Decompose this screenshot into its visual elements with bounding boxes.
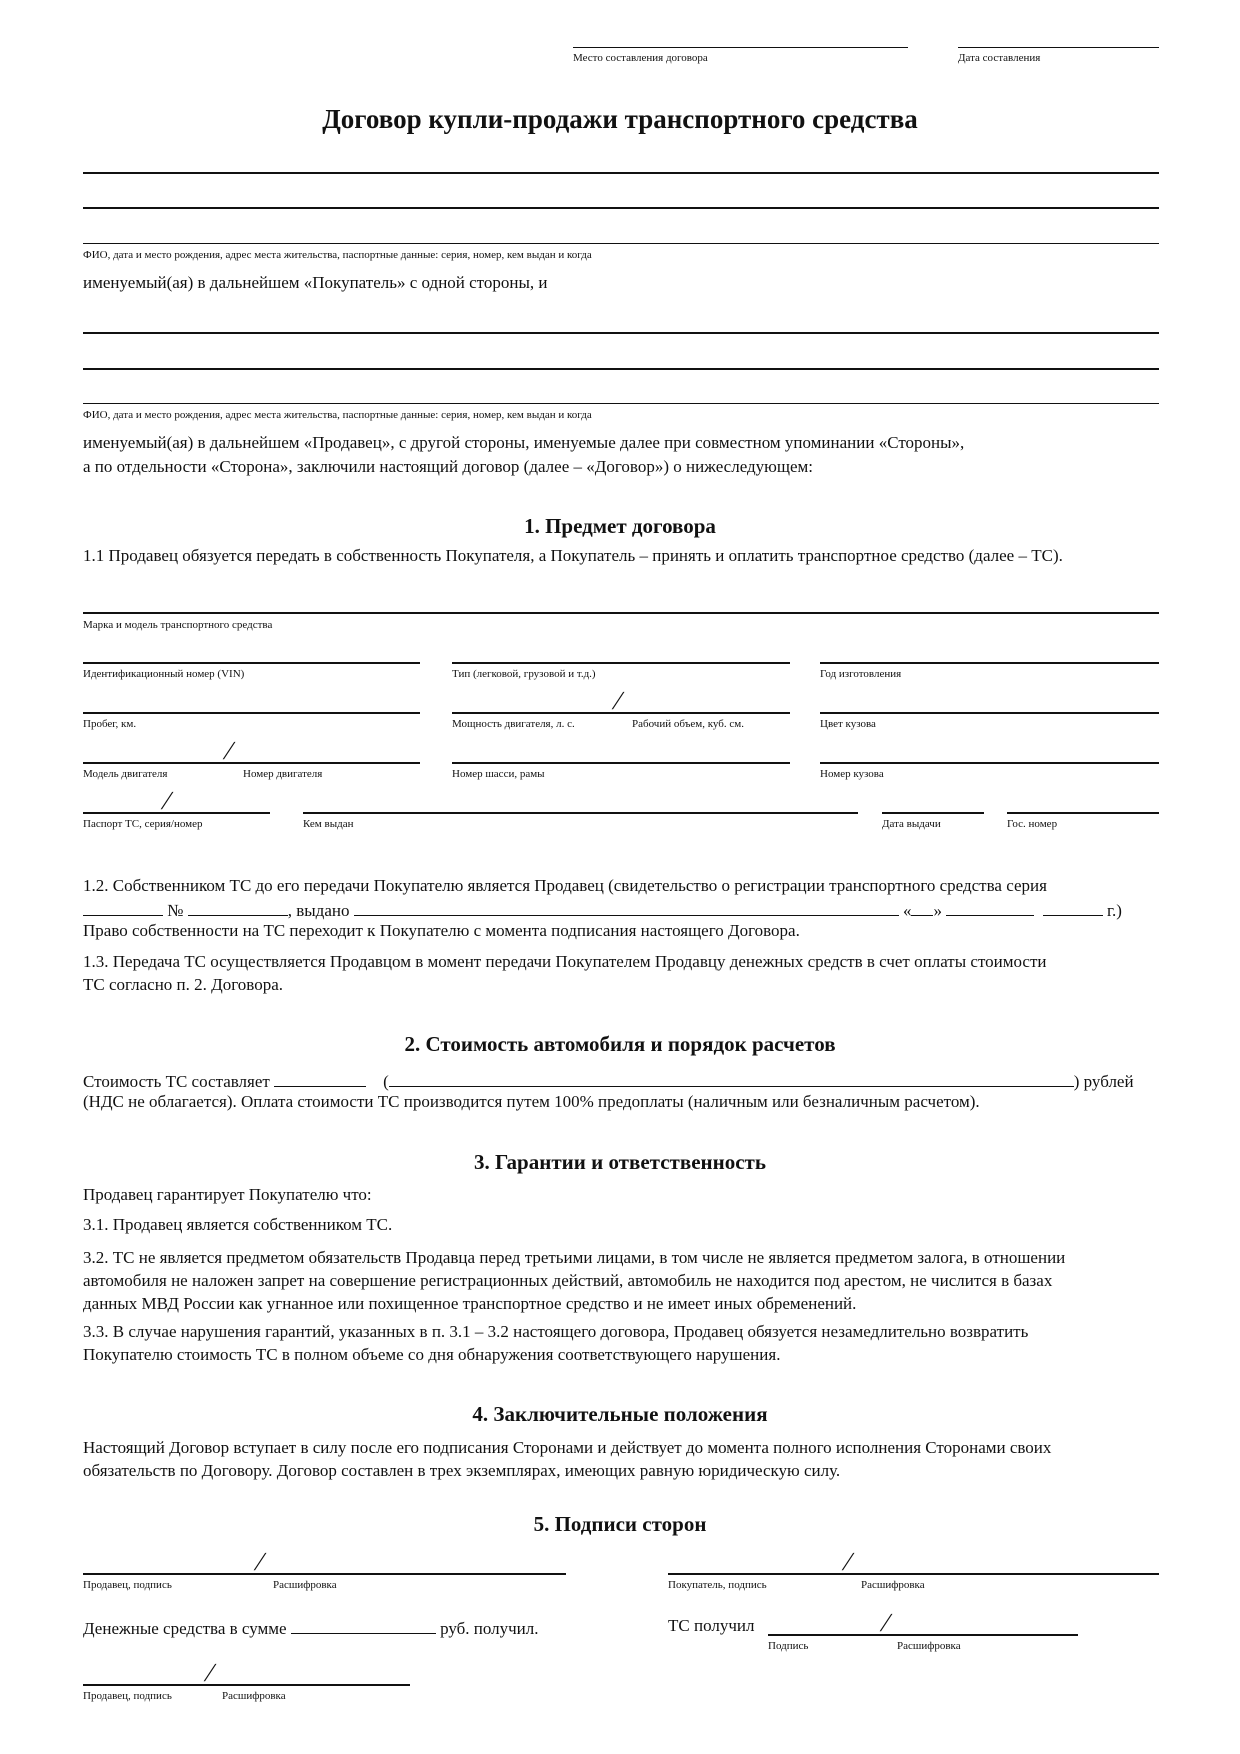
- seller-text-1: именуемый(ая) в дальнейшем «Продавец», с другой стороны, именуемые далее при совместном упоминании «Стороны»,: [83, 433, 965, 452]
- make-model-line[interactable]: [83, 612, 1159, 614]
- passport-caption: Паспорт ТС, серия/номер: [83, 818, 203, 830]
- p-1-3-line-2: ТС согласно п. 2. Договора.: [83, 975, 283, 994]
- engine-power-caption: Мощность двигателя, л. с.: [452, 718, 575, 730]
- passport-line[interactable]: [83, 812, 270, 814]
- section-2-heading: 2. Стоимость автомобиля и порядок расчетов: [404, 1032, 836, 1056]
- separator-slash: /: [161, 786, 173, 815]
- cost-line-2: (НДС не облагается). Оплата стоимости ТС производится путем 100% предоплаты (наличным или безналичным расчетом).: [83, 1092, 980, 1111]
- separator-slash: /: [254, 1547, 266, 1576]
- final-line-1: Настоящий Договор вступает в силу после его подписания Сторонами и действует до момента полного исполнения Сторонами своих: [83, 1438, 1052, 1457]
- separator-slash: /: [880, 1608, 892, 1637]
- seller-line-2[interactable]: [83, 368, 1159, 370]
- seller-caption: ФИО, дата и место рождения, адрес места жительства, паспортные данные: серия, номер, кем выдан и когда: [83, 409, 592, 421]
- place-line[interactable]: [573, 47, 908, 48]
- p-1-3-line-1: 1.3. Передача ТС осуществляется Продавцом в момент передачи Покупателем Продавцу денежных средств в счет оплаты стоимости: [83, 952, 1047, 971]
- buyer-decode-caption: Расшифровка: [861, 1579, 925, 1591]
- buyer-signature-line[interactable]: [668, 1573, 1159, 1575]
- page-title: Договор купли-продажи транспортного средства: [322, 104, 918, 134]
- registration-day-field[interactable]: [911, 898, 933, 916]
- year-caption: Год изготовления: [820, 668, 902, 680]
- body-number-line[interactable]: [820, 762, 1159, 764]
- p-3-2-line-2: автомобиля не наложен запрет на совершение регистрационных действий, автомобиль не находится под арестом, не числится в базах: [83, 1271, 1053, 1290]
- section-4-heading: 4. Заключительные положения: [472, 1402, 768, 1426]
- plate-line[interactable]: [1007, 812, 1159, 814]
- registration-month-field[interactable]: [946, 898, 1034, 916]
- registration-series-field[interactable]: [83, 898, 163, 916]
- final-line-2: обязательств по Договору. Договор составлен в трех экземплярах, имеющих равную юридическую силу.: [83, 1461, 841, 1480]
- type-line[interactable]: [452, 662, 790, 664]
- seller-decode-caption: Расшифровка: [273, 1579, 337, 1591]
- separator-slash: /: [223, 736, 235, 765]
- cost-line: Стоимость ТС составляет ( ) рублей: [83, 1069, 1134, 1092]
- issue-date-caption: Дата выдачи: [882, 818, 941, 830]
- p-3-3-line-1: 3.3. В случае нарушения гарантий, указанных в п. 3.1 – 3.2 настоящего договора, Продавец обязуется незамедлительно возвратить: [83, 1322, 1029, 1341]
- section-5-heading: 5. Подписи сторон: [533, 1512, 707, 1536]
- section-1-heading: 1. Предмет договора: [524, 514, 716, 538]
- registration-issuer-field[interactable]: [354, 898, 899, 916]
- buyer-text: именуемый(ая) в дальнейшем «Покупатель» с одной стороны, и: [83, 273, 548, 292]
- seller2-decode-caption: Расшифровка: [222, 1690, 286, 1702]
- engine-volume-caption: Рабочий объем, куб. см.: [632, 718, 744, 730]
- engine-number-caption: Номер двигателя: [243, 768, 323, 780]
- engine-model-caption: Модель двигателя: [83, 768, 168, 780]
- date-line[interactable]: [958, 47, 1159, 48]
- money-received-line: Денежные средства в сумме руб. получил.: [83, 1616, 539, 1639]
- p-1-2-line-2: № , выдано « » г.): [83, 898, 1122, 921]
- buyer-caption: ФИО, дата и место рождения, адрес места жительства, паспортные данные: серия, номер, кем выдан и когда: [83, 249, 592, 261]
- engine-line[interactable]: [83, 762, 420, 764]
- vin-line[interactable]: [83, 662, 420, 664]
- body-color-caption: Цвет кузова: [820, 718, 876, 730]
- issued-by-line[interactable]: [303, 812, 858, 814]
- seller-line-1[interactable]: [83, 332, 1159, 334]
- buyer-line-3[interactable]: [83, 243, 1159, 244]
- p-3-2-line-1: 3.2. ТС не является предметом обязательств Продавца перед третьими лицами, в том числе не является предметом залога, в отношении: [83, 1248, 1066, 1267]
- seller-signature-line[interactable]: [83, 1573, 566, 1575]
- mileage-line[interactable]: [83, 712, 420, 714]
- seller-line-3[interactable]: [83, 403, 1159, 404]
- mileage-caption: Пробег, км.: [83, 718, 137, 730]
- p-3-2-line-3: данных МВД России как угнанное или похищенное транспортное средство и не имеет иных обременений.: [83, 1294, 857, 1313]
- seller-text-2: а по отдельности «Сторона», заключили настоящий договор (далее – «Договор») о нижеследующем:: [83, 457, 813, 476]
- chassis-number-caption: Номер шасси, рамы: [452, 768, 545, 780]
- p-1-1: 1.1 Продавец обязуется передать в собственность Покупателя, а Покупатель – принять и оплатить транспортное средство (далее – ТС).: [83, 546, 1063, 565]
- cost-words-field[interactable]: [389, 1069, 1074, 1087]
- p-3-3-line-2: Покупателю стоимость ТС в полном объеме со дня обнаружения соответствующего нарушения.: [83, 1345, 781, 1364]
- section-3-heading: 3. Гарантии и ответственность: [474, 1150, 766, 1174]
- registration-number-field[interactable]: [188, 898, 288, 916]
- p-3-1: 3.1. Продавец является собственником ТС.: [83, 1215, 393, 1234]
- body-number-caption: Номер кузова: [820, 768, 884, 780]
- money-amount-field[interactable]: [291, 1616, 436, 1634]
- guarantee-intro: Продавец гарантирует Покупателю что:: [83, 1185, 372, 1204]
- buyer-sign-caption: Покупатель, подпись: [668, 1579, 767, 1591]
- vr-sign-caption: Подпись: [768, 1640, 809, 1652]
- registration-year-field[interactable]: [1043, 898, 1103, 916]
- body-color-line[interactable]: [820, 712, 1159, 714]
- buyer-line-2[interactable]: [83, 207, 1159, 209]
- make-model-caption: Марка и модель транспортного средства: [83, 619, 273, 631]
- vehicle-received-label: ТС получил: [668, 1616, 755, 1635]
- date-caption: Дата составления: [958, 52, 1041, 64]
- year-line[interactable]: [820, 662, 1159, 664]
- plate-caption: Гос. номер: [1007, 818, 1058, 830]
- issued-by-caption: Кем выдан: [303, 818, 354, 830]
- separator-slash: /: [842, 1547, 854, 1576]
- p-1-2-line-1: 1.2. Собственником ТС до его передачи Покупателю является Продавец (свидетельство о регистрации транспортного средства серия: [83, 876, 1047, 895]
- separator-slash: /: [204, 1658, 216, 1687]
- separator-slash: /: [612, 686, 624, 715]
- buyer-line-1[interactable]: [83, 172, 1159, 174]
- vin-caption: Идентификационный номер (VIN): [83, 668, 245, 680]
- seller2-signature-line[interactable]: [83, 1684, 410, 1686]
- power-volume-line[interactable]: [452, 712, 790, 714]
- vr-decode-caption: Расшифровка: [897, 1640, 961, 1652]
- vehicle-received-signature-line[interactable]: [768, 1634, 1078, 1636]
- cost-number-field[interactable]: [274, 1069, 366, 1087]
- seller-sign-caption: Продавец, подпись: [83, 1579, 172, 1591]
- issue-date-line[interactable]: [882, 812, 984, 814]
- p-1-2-line-3: Право собственности на ТС переходит к Покупателю с момента подписания настоящего Договора.: [83, 921, 800, 940]
- type-caption: Тип (легковой, грузовой и т.д.): [452, 668, 596, 680]
- chassis-line[interactable]: [452, 762, 790, 764]
- seller2-sign-caption: Продавец, подпись: [83, 1690, 172, 1702]
- place-caption: Место составления договора: [573, 52, 708, 64]
